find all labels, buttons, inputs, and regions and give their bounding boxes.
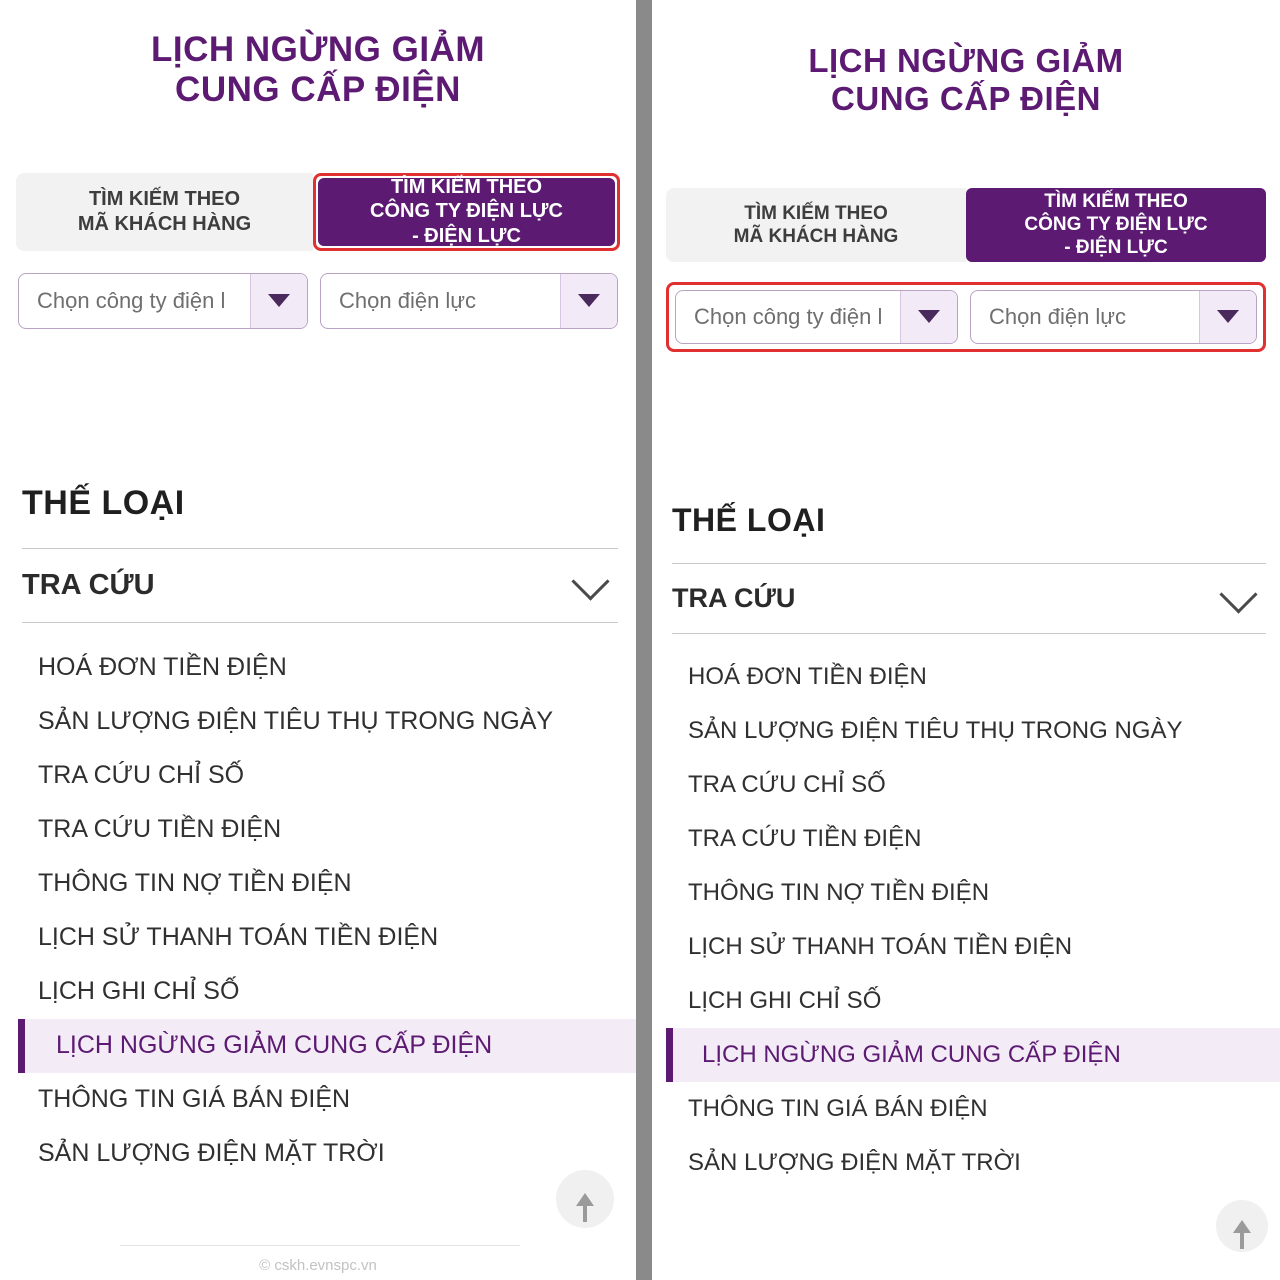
chevron-down-icon[interactable]	[571, 562, 609, 600]
select-power-company-value: Chọn công ty điện l	[694, 303, 883, 329]
tab-search-by-customer-code[interactable]	[16, 173, 313, 251]
search-mode-tabs	[666, 188, 1266, 262]
list-item[interactable]: TRA CỨU TIỀN ĐIỆN	[688, 824, 922, 852]
accordion-tra-cuu[interactable]	[672, 563, 1266, 634]
tab-customer-code-line2: MÃ KHÁCH HÀNG	[733, 225, 899, 247]
tab-power-company-line3: - ĐIỆN LỰC	[1064, 237, 1168, 259]
tab-search-by-power-company[interactable]	[966, 188, 1266, 262]
list-item[interactable]: SẢN LƯỢNG ĐIỆN MẶT TRỜI	[688, 1148, 1021, 1176]
page-title-line1: LỊCH NGỪNG GIẢM	[150, 30, 486, 69]
accordion-tra-cuu-label: TRA CỨU	[672, 582, 796, 613]
scroll-to-top-button[interactable]	[556, 1170, 614, 1228]
accordion-tra-cuu[interactable]	[22, 548, 618, 623]
list-item[interactable]: TRA CỨU TIỀN ĐIỆN	[38, 815, 282, 843]
search-mode-tabs	[16, 173, 620, 251]
category-heading: THẾ LOẠI	[22, 483, 185, 522]
select-group	[18, 273, 618, 329]
list-item[interactable]: TRA CỨU CHỈ SỐ	[38, 761, 245, 789]
category-heading: THẾ LOẠI	[672, 501, 826, 538]
tab-highlight-box	[313, 173, 620, 251]
list-item[interactable]: THÔNG TIN GIÁ BÁN ĐIỆN	[688, 1094, 988, 1122]
page-title	[652, 0, 1280, 118]
screen-right	[652, 0, 1280, 1280]
menu-list	[652, 650, 1280, 1190]
tab-power-company-line3: - ĐIỆN LỰC	[412, 224, 521, 247]
page-title	[0, 0, 636, 111]
tab-highlight-box	[966, 188, 1266, 262]
divider	[120, 1245, 520, 1246]
list-item-selected[interactable]: LỊCH NGỪNG GIẢM CUNG CẤP ĐIỆN	[666, 1028, 1280, 1082]
menu-list	[0, 641, 636, 1181]
list-item[interactable]: HOÁ ĐƠN TIỀN ĐIỆN	[688, 662, 927, 690]
chevron-down-icon[interactable]	[560, 274, 617, 328]
list-item[interactable]: SẢN LƯỢNG ĐIỆN TIÊU THỤ TRONG NGÀY	[688, 716, 1183, 744]
select-power-company-value: Chọn công ty điện l	[37, 287, 226, 313]
list-item[interactable]: THÔNG TIN NỢ TIỀN ĐIỆN	[38, 869, 352, 897]
list-item[interactable]: THÔNG TIN NỢ TIỀN ĐIỆN	[688, 878, 990, 906]
tab-customer-code-line1: TÌM KIẾM THEO	[744, 202, 888, 224]
tab-power-company-line1: TÌM KIẾM THEO	[1044, 191, 1188, 213]
tab-power-company-line2: CÔNG TY ĐIỆN LỰC	[1024, 214, 1208, 236]
list-item[interactable]: HOÁ ĐƠN TIỀN ĐIỆN	[38, 653, 287, 681]
accordion-tra-cuu-label: TRA CỨU	[22, 568, 155, 601]
arrow-up-icon	[1233, 1220, 1251, 1233]
chevron-down-icon[interactable]	[1219, 575, 1257, 613]
chevron-down-icon[interactable]	[900, 291, 957, 343]
page-title-line2: CUNG CẤP ĐIỆN	[175, 70, 461, 110]
list-item[interactable]: LỊCH GHI CHỈ SỐ	[688, 986, 882, 1014]
select-group	[666, 282, 1266, 352]
list-item-selected[interactable]: LỊCH NGỪNG GIẢM CUNG CẤP ĐIỆN	[18, 1019, 636, 1073]
tab-power-company-line2: CÔNG TY ĐIỆN LỰC	[370, 200, 563, 223]
select-power-company[interactable]	[18, 273, 308, 329]
select-power-unit[interactable]	[320, 273, 618, 329]
tab-search-by-customer-code[interactable]	[666, 188, 966, 262]
select-power-company[interactable]	[675, 290, 958, 344]
tab-power-company-line1: TÌM KIẾM THEO	[390, 175, 543, 198]
page-title-line1: LỊCH NGỪNG GIẢM	[808, 42, 1124, 79]
list-item[interactable]: TRA CỨU CHỈ SỐ	[688, 770, 886, 798]
tab-customer-code-line2: MÃ KHÁCH HÀNG	[77, 212, 252, 235]
screen-left	[0, 0, 636, 1280]
tab-customer-code-line1: TÌM KIẾM THEO	[88, 188, 241, 211]
tab-search-by-power-company[interactable]	[318, 175, 615, 247]
list-item[interactable]: SẢN LƯỢNG ĐIỆN MẶT TRỜI	[38, 1139, 385, 1167]
list-item[interactable]: LỊCH GHI CHỈ SỐ	[38, 977, 240, 1005]
footer-note: © cskh.evnspc.vn	[259, 1257, 377, 1274]
list-item[interactable]: LỊCH SỬ THANH TOÁN TIỀN ĐIỆN	[688, 932, 1073, 960]
list-item[interactable]: THÔNG TIN GIÁ BÁN ĐIỆN	[38, 1085, 351, 1113]
select-group-inner	[18, 273, 618, 329]
page-title-line2: CUNG CẤP ĐIỆN	[831, 79, 1101, 117]
select-power-unit-value: Chọn điện lực	[339, 287, 477, 313]
arrow-up-icon	[576, 1193, 594, 1206]
chevron-down-icon[interactable]	[1199, 291, 1256, 343]
chevron-down-icon[interactable]	[250, 274, 307, 328]
list-item[interactable]: SẢN LƯỢNG ĐIỆN TIÊU THỤ TRONG NGÀY	[38, 707, 554, 735]
list-item[interactable]: LỊCH SỬ THANH TOÁN TIỀN ĐIỆN	[38, 923, 439, 951]
select-group-highlight-box	[666, 282, 1266, 352]
select-power-unit[interactable]	[970, 290, 1257, 344]
scroll-to-top-button[interactable]	[1216, 1200, 1268, 1252]
select-power-unit-value: Chọn điện lực	[989, 303, 1127, 329]
